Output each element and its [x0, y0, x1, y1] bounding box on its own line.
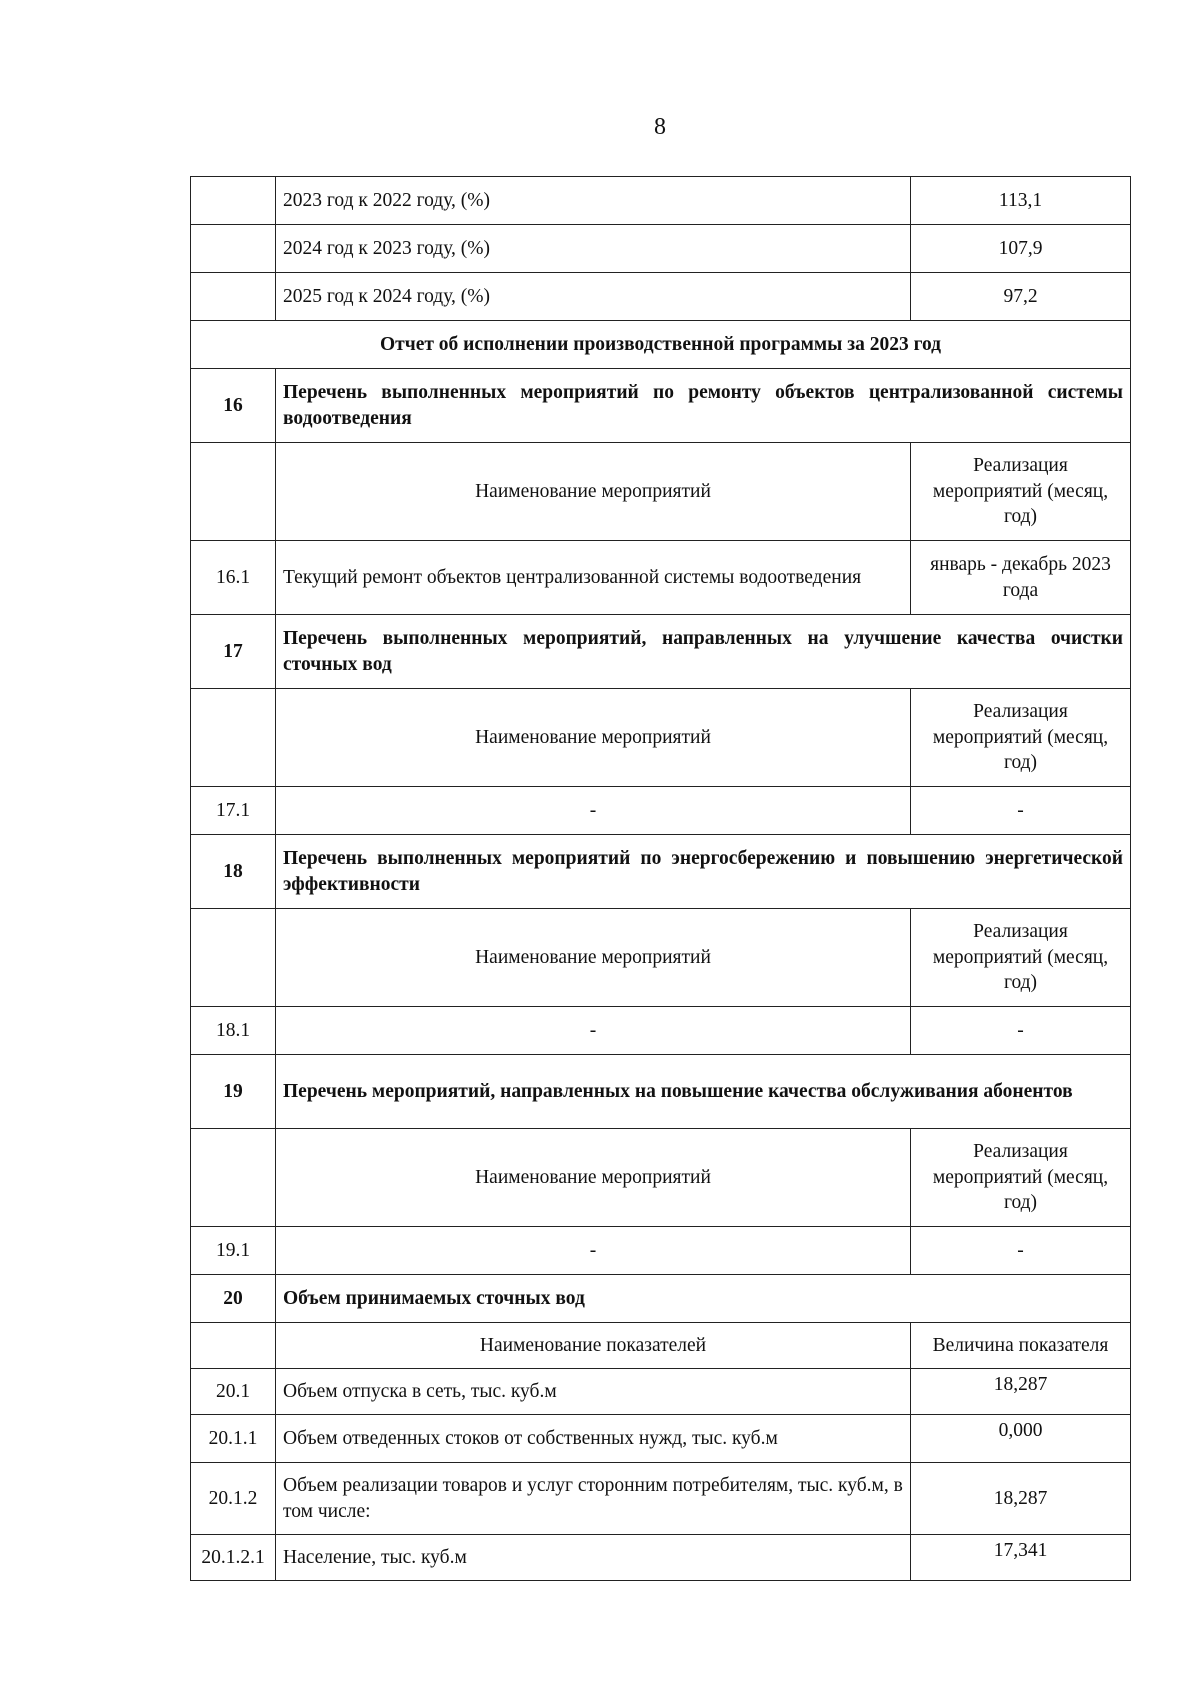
column-header-name: Наименование мероприятий [276, 443, 911, 541]
empty-cell [191, 1323, 276, 1369]
item-value: 17,341 [911, 1535, 1131, 1581]
section-header-row [191, 369, 1131, 443]
report-table [190, 176, 1131, 1581]
table-row [191, 1369, 1131, 1415]
row-number-cell [191, 273, 276, 321]
item-name: - [276, 1227, 911, 1275]
item-number: 19.1 [191, 1227, 276, 1275]
item-name: - [276, 1007, 911, 1055]
column-header-value: Реализация мероприятий (месяц, год) [911, 1129, 1131, 1227]
column-header-name: Наименование мероприятий [276, 689, 911, 787]
column-header-row [191, 1129, 1131, 1227]
table-row [191, 1535, 1131, 1581]
item-name: Объем отведенных стоков от собственных нужд, тыс. куб.м [276, 1415, 911, 1463]
item-number: 17.1 [191, 787, 276, 835]
section-title: Перечень выполненных мероприятий, направленных на улучшение качества очистки сточных вод [276, 615, 1131, 689]
growth-label: 2025 год к 2024 году, (%) [276, 273, 911, 321]
section-number: 16 [191, 369, 276, 443]
table-row [191, 1463, 1131, 1535]
column-header-value: Величина показателя [911, 1323, 1131, 1369]
item-number: 20.1.1 [191, 1415, 276, 1463]
row-number-cell [191, 177, 276, 225]
column-header-row [191, 443, 1131, 541]
item-name: Текущий ремонт объектов централизованной системы водоотведения [276, 541, 911, 615]
row-number-cell [191, 225, 276, 273]
section-title: Перечень выполненных мероприятий по ремонту объектов централизованной системы водоотведения [276, 369, 1131, 443]
section-header-row [191, 1055, 1131, 1129]
column-header-name: Наименование мероприятий [276, 1129, 911, 1227]
empty-cell [191, 1129, 276, 1227]
item-name: - [276, 787, 911, 835]
item-value: 0,000 [911, 1415, 1131, 1463]
page-number: 8 [654, 114, 666, 140]
column-header-value: Реализация мероприятий (месяц, год) [911, 689, 1131, 787]
section-number: 17 [191, 615, 276, 689]
column-header-row [191, 689, 1131, 787]
table-row [191, 1227, 1131, 1275]
growth-row [191, 177, 1131, 225]
item-name: Объем реализации товаров и услуг сторонним потребителям, тыс. куб.м, в том числе: [276, 1463, 911, 1535]
section-header-row [191, 615, 1131, 689]
item-value: январь - декабрь 2023 года [911, 541, 1131, 615]
item-value: 18,287 [911, 1463, 1131, 1535]
item-number: 16.1 [191, 541, 276, 615]
item-value: - [911, 1007, 1131, 1055]
item-value: - [911, 787, 1131, 835]
empty-cell [191, 909, 276, 1007]
growth-label: 2023 год к 2022 году, (%) [276, 177, 911, 225]
item-number: 20.1.2.1 [191, 1535, 276, 1581]
empty-cell [191, 689, 276, 787]
column-header-value: Реализация мероприятий (месяц, год) [911, 443, 1131, 541]
table-row [191, 1007, 1131, 1055]
item-number: 20.1 [191, 1369, 276, 1415]
item-value: 18,287 [911, 1369, 1131, 1415]
growth-row [191, 225, 1131, 273]
section-header-row [191, 835, 1131, 909]
section-title: Перечень мероприятий, направленных на повышение качества обслуживания абонентов [276, 1055, 1131, 1129]
item-name: Население, тыс. куб.м [276, 1535, 911, 1581]
growth-value: 113,1 [911, 177, 1131, 225]
item-name: Объем отпуска в сеть, тыс. куб.м [276, 1369, 911, 1415]
column-header-name: Наименование показателей [276, 1323, 911, 1369]
growth-label: 2024 год к 2023 году, (%) [276, 225, 911, 273]
section-header-row [191, 1275, 1131, 1323]
growth-row [191, 273, 1131, 321]
table-row [191, 787, 1131, 835]
section-number: 19 [191, 1055, 276, 1129]
section-number: 20 [191, 1275, 276, 1323]
report-title-row [191, 321, 1131, 369]
column-header-row [191, 1323, 1131, 1369]
table-row [191, 1415, 1131, 1463]
table-row [191, 541, 1131, 615]
column-header-name: Наименование мероприятий [276, 909, 911, 1007]
item-number: 20.1.2 [191, 1463, 276, 1535]
section-title: Объем принимаемых сточных вод [276, 1275, 1131, 1323]
empty-cell [191, 443, 276, 541]
growth-value: 107,9 [911, 225, 1131, 273]
growth-value: 97,2 [911, 273, 1131, 321]
section-title: Перечень выполненных мероприятий по энергосбережению и повышению энергетической эффективности [276, 835, 1131, 909]
report-title: Отчет об исполнении производственной программы за 2023 год [191, 321, 1131, 369]
section-number: 18 [191, 835, 276, 909]
item-number: 18.1 [191, 1007, 276, 1055]
item-value: - [911, 1227, 1131, 1275]
column-header-row [191, 909, 1131, 1007]
column-header-value: Реализация мероприятий (месяц, год) [911, 909, 1131, 1007]
